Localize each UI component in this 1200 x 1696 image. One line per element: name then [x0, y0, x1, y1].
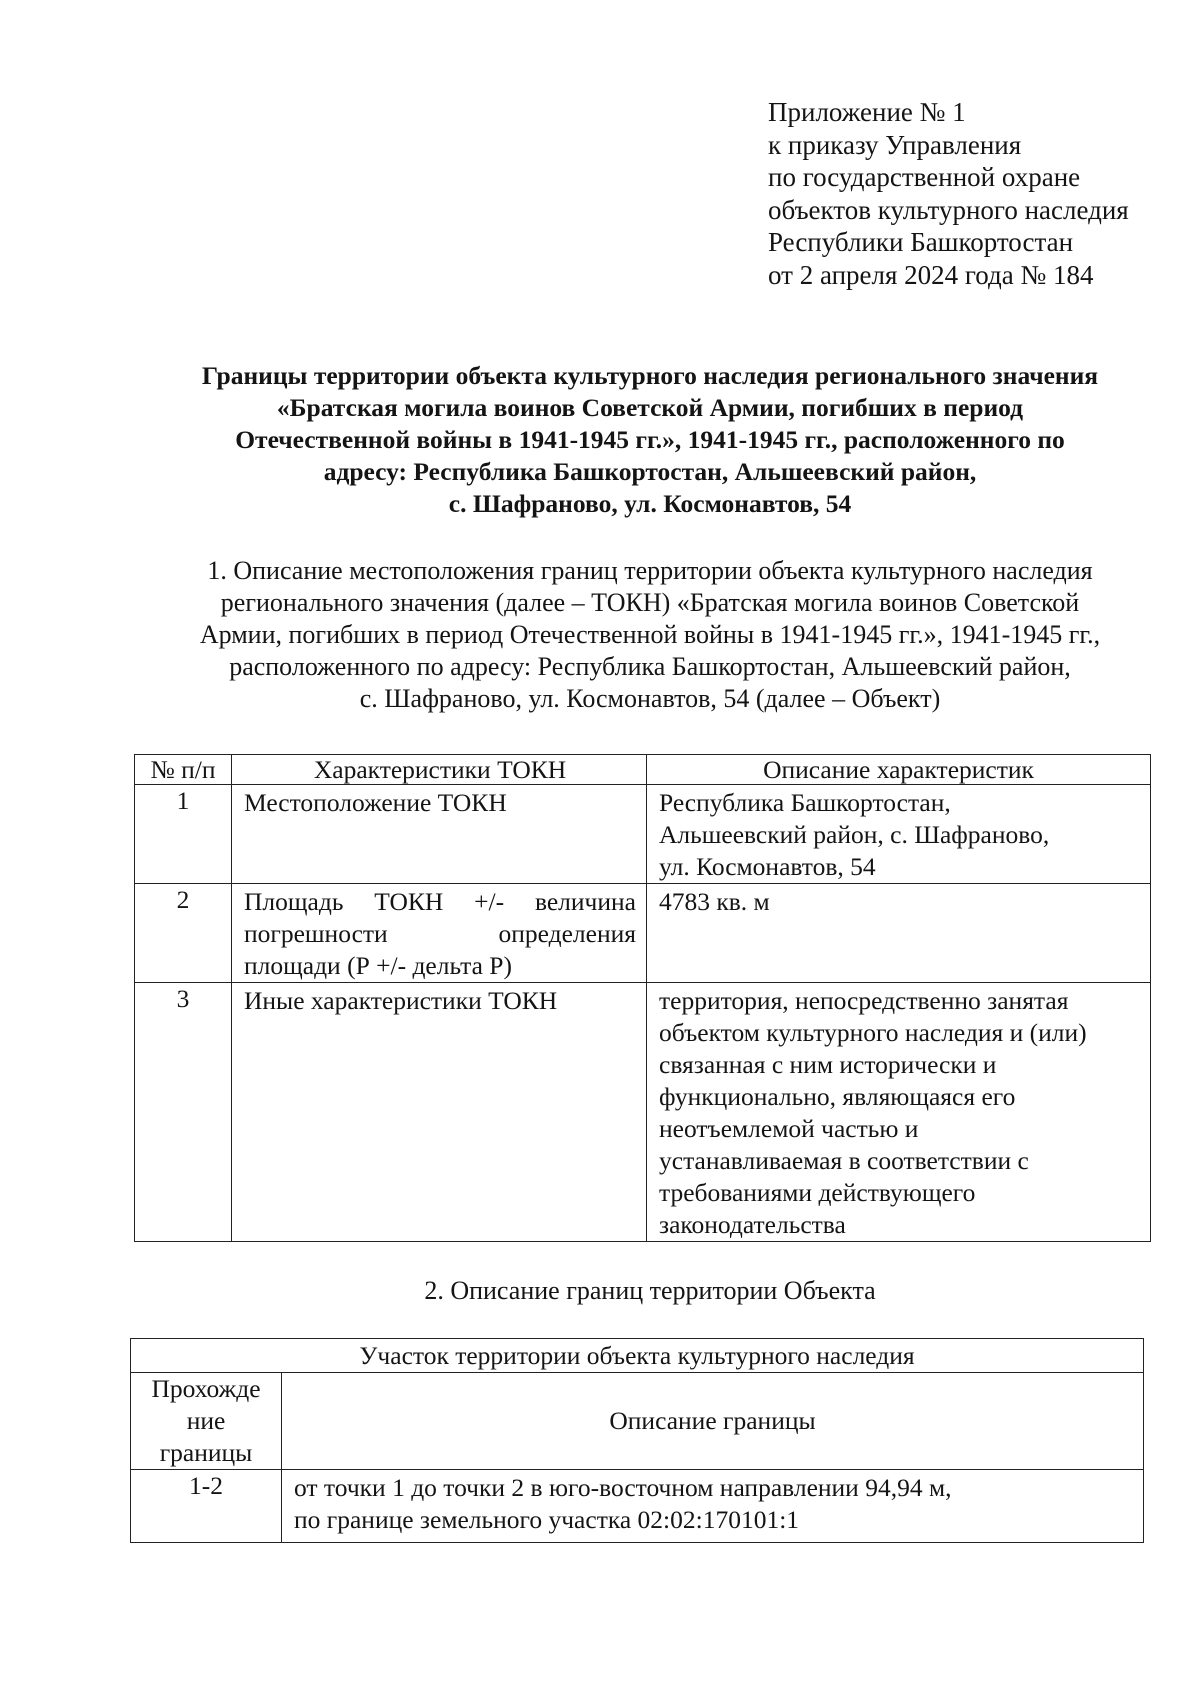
cell-line-justified — [244, 886, 636, 918]
title-line: Границы территории объекта культурного наследия регионального значения — [201, 361, 1099, 390]
cell-line: связанная с ним исторически и — [659, 1050, 997, 1079]
column-header-description: Описание характеристик — [647, 755, 1151, 785]
title-line: с. Шафраново, ул. Космонавтов, 54 — [448, 489, 852, 518]
table-header-row — [131, 1373, 1144, 1470]
title-line: «Братская могила воинов Советской Армии, погибших в период — [276, 393, 1024, 422]
row-characteristic — [232, 983, 647, 1242]
word: величина — [534, 887, 636, 916]
column-header-passage — [131, 1373, 282, 1470]
word: ТОКН — [374, 887, 444, 916]
word: погрешности — [244, 919, 388, 948]
cell-line: от точки 1 до точки 2 в юго-восточном направлении 94,94 м, — [294, 1473, 952, 1502]
column-header-number: № п/п — [135, 755, 232, 785]
word: +/- — [474, 887, 505, 916]
row-number: 1 — [135, 785, 232, 884]
section1-line: регионального значения (далее – ТОКН) «Братская могила воинов Советской — [220, 588, 1080, 617]
appendix-line: от 2 апреля 2024 года № 184 — [768, 259, 1094, 290]
cell-line: объектом культурного наследия и (или) — [659, 1018, 1087, 1047]
span-header-cell: Участок территории объекта культурного наследия — [131, 1339, 1144, 1373]
cell-line: Местоположение ТОКН — [244, 788, 507, 817]
title-line: адресу: Республика Башкортостан, Альшеевский район, — [323, 457, 977, 486]
section1-line: Армии, погибших в период Отечественной войны в 1941-1945 гг.», 1941-1945 гг., — [199, 620, 1101, 649]
word: определения — [498, 919, 636, 948]
cell-line: Альшеевский район, с. Шафраново, — [659, 820, 1050, 849]
cell-line: неотъемлемой частью и — [659, 1114, 919, 1143]
row-characteristic — [232, 785, 647, 884]
column-header-characteristics: Характеристики ТОКН — [232, 755, 647, 785]
word: Площадь — [244, 887, 344, 916]
appendix-line: объектов культурного наследия — [768, 194, 1129, 225]
boundary-table — [130, 1338, 1144, 1543]
cell-line: ние — [186, 1406, 226, 1435]
cell-line: территория, непосредственно занятая — [659, 986, 1069, 1015]
section1-line: с. Шафраново, ул. Космонавтов, 54 (далее – Объект) — [359, 684, 941, 713]
table-row — [135, 884, 1151, 983]
cell-line: Иные характеристики ТОКН — [244, 986, 558, 1015]
row-characteristic — [232, 884, 647, 983]
row-number: 3 — [135, 983, 232, 1242]
appendix-line: Приложение № 1 — [768, 97, 966, 127]
cell-line: ул. Космонавтов, 54 — [659, 852, 876, 881]
table-span-header — [131, 1339, 1144, 1373]
cell-line: устанавливаемая в соответствии с — [659, 1146, 1029, 1175]
characteristics-table — [134, 754, 1151, 1242]
row-description — [647, 983, 1151, 1242]
table-row — [135, 785, 1151, 884]
cell-line: законодательства — [659, 1210, 846, 1239]
cell-line: Прохожде — [151, 1374, 261, 1403]
table-row — [131, 1470, 1144, 1543]
cell-line: площади (Р +/- дельта Р) — [244, 951, 512, 980]
appendix-block — [768, 96, 1129, 291]
cell-line: по границе земельного участка 02:02:170101:1 — [294, 1505, 800, 1534]
appendix-line: по государственной охране — [768, 162, 1081, 192]
row-number: 2 — [135, 884, 232, 983]
cell-line: 4783 кв. м — [659, 887, 770, 916]
cell-line: Республика Башкортостан, — [659, 788, 951, 817]
section1-line: расположенного по адресу: Республика Башкортостан, Альшеевский район, — [229, 652, 1071, 681]
section1-description — [130, 555, 1170, 715]
segment-cell: 1-2 — [131, 1470, 282, 1543]
row-description — [647, 785, 1151, 884]
appendix-line: Республики Башкортостан — [768, 227, 1074, 257]
section1-line: 1. Описание местоположения границ территории объекта культурного наследия — [207, 556, 1093, 585]
segment-description — [282, 1470, 1144, 1543]
title-line: Отечественной войны в 1941-1945 гг.», 1941-1945 гг., расположенного по — [235, 425, 1065, 454]
cell-line: требованиями действующего — [659, 1178, 976, 1207]
section2-heading: 2. Описание границ территории Объекта — [424, 1276, 876, 1305]
document-title — [130, 360, 1170, 520]
cell-line-justified — [244, 918, 636, 950]
row-description — [647, 884, 1151, 983]
column-header-boundary-description: Описание границы — [282, 1373, 1144, 1470]
cell-line: границы — [159, 1438, 253, 1467]
table-row — [135, 983, 1151, 1242]
table-header-row — [135, 755, 1151, 785]
cell-line: функционально, являющаяся его — [659, 1082, 1016, 1111]
appendix-line: к приказу Управления — [768, 129, 1022, 160]
